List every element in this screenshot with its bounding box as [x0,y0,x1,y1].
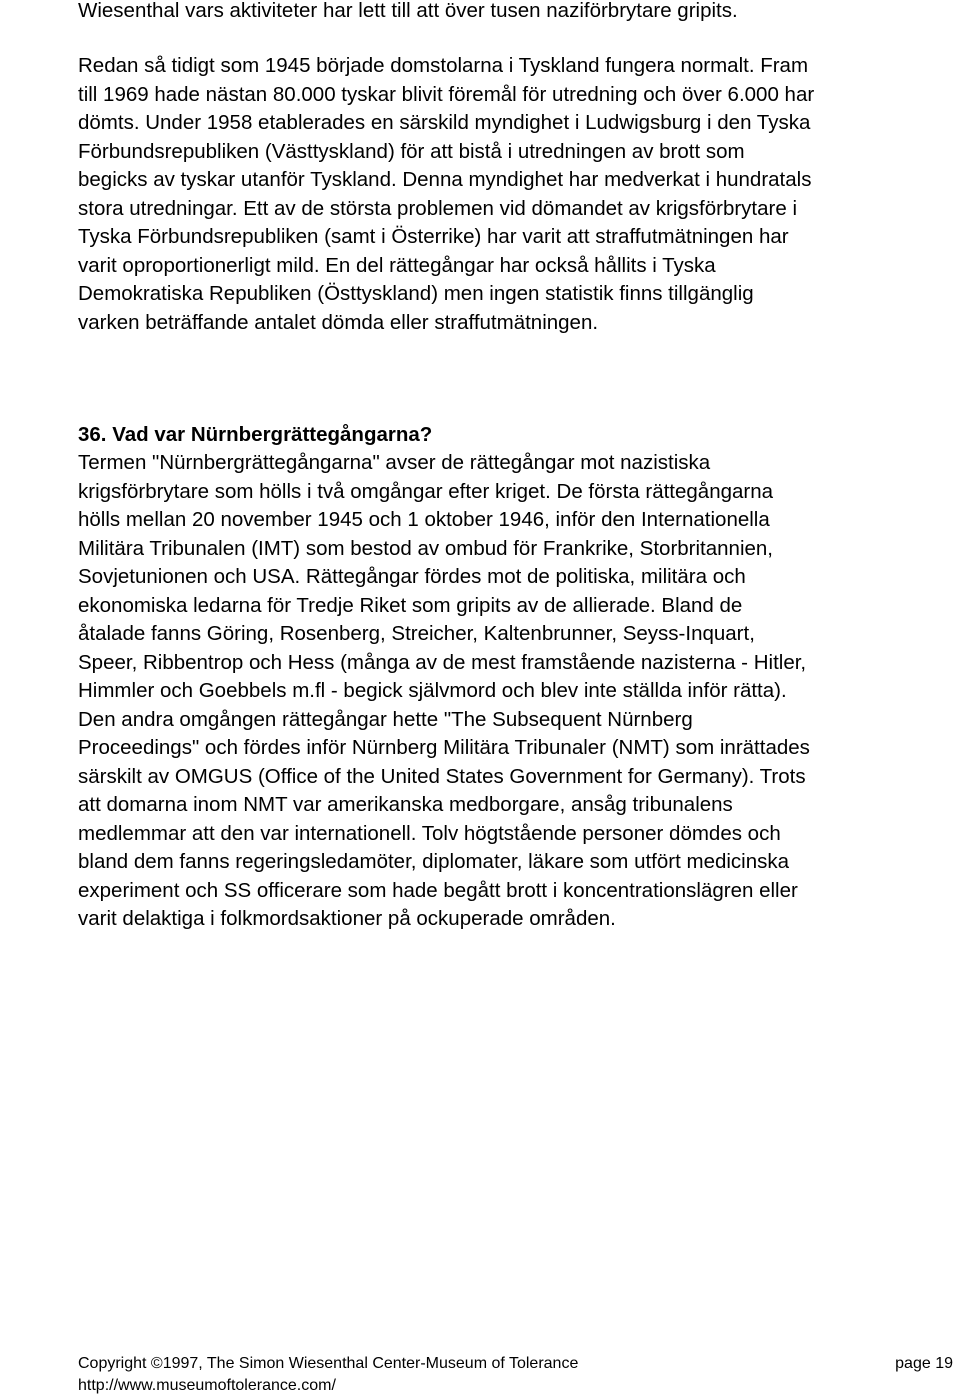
paragraph-line: Den andra omgången rättegångar hette "The Subsequent Nürnberg [78,707,693,731]
paragraph-line: Demokratiska Republiken (Östtyskland) men ingen statistik finns tillgänglig [78,282,754,305]
paragraph-line: varit delaktiga i folkmordsaktioner på ockuperade områden. [78,907,616,930]
paragraph-line: Förbundsrepubliken (Västtyskland) för att bistå i utredningen av brott som [78,139,745,163]
footer-copyright: Copyright ©1997, The Simon Wiesenthal Center-Museum of Tolerance [78,1355,579,1372]
paragraph-line: särskilt av OMGUS (Office of the United States Government for Germany). Trots [78,764,806,788]
paragraph-line: Tyska Förbundsrepubliken (samt i Österrike) har varit att straffutmätningen har [78,225,789,248]
paragraph-line: Sovjetunionen och USA. Rättegångar fördes mot de politiska, militära och [78,565,746,588]
paragraph-line: Militära Tribunalen (IMT) som bestod av ombud för Frankrike, Storbritannien, [78,536,773,560]
paragraph-line: Himmler och Goebbels m.fl - begick självmord och blev inte ställda inför rätta). [78,679,787,702]
paragraph-line: bland dem fanns regeringsledamöter, diplomater, läkare som utfört medicinska [78,850,790,873]
paragraph-line: Wiesenthal vars aktiviteter har lett till att över tusen naziförbrytare gripits. [78,0,738,22]
paragraph-line: Termen "Nürnbergrättegångarna" avser de rättegångar mot nazistiska [78,451,711,474]
paragraph-line: till 1969 hade nästan 80.000 tyskar blivit föremål för utredning och över 6.000 har [78,82,815,106]
paragraph-line: att domarna inom NMT var amerikanska medborgare, ansåg tribunalens [78,793,733,816]
paragraph-line: Speer, Ribbentrop och Hess (många av de mest framstående nazisterna - Hitler, [78,650,807,674]
page-number: page 19 [895,1355,953,1372]
postwar-trials-paragraph [78,52,958,337]
paragraph-line: dömts. Under 1958 etablerades en särskild myndighet i Ludwigsburg i den Tyska [78,111,811,134]
paragraph-line: stora utredningar. Ett av de största problemen vid dömandet av krigsförbrytare i [78,196,798,220]
intro-paragraph [78,0,958,26]
paragraph-line: åtalade fanns Göring, Rosenberg, Streicher, Kaltenbrunner, Seyss-Inquart, [78,622,755,645]
nurnberg-trials-paragraph [78,449,958,934]
paragraph-line: experiment och SS officerare som hade begått brott i koncentrationslägren eller [78,878,798,902]
paragraph-line: varken beträffande antalet dömda eller straffutmätningen. [78,310,599,334]
paragraph-line: medlemmar att den var internationell. Tolv högtstående personer dömdes och [78,821,781,845]
paragraph-line: Proceedings" och fördes inför Nürnberg Militära Tribunaler (NMT) som inrättades [78,736,810,759]
footer-url: http://www.museumoftolerance.com/ [78,1377,336,1394]
paragraph-line: krigsförbrytare som hölls i två omgångar efter kriget. De första rättegångarna [78,479,774,503]
paragraph-line: varit oproportionerligt mild. En del rättegångar har också hållits i Tyska [78,253,716,277]
paragraph-line: ekonomiska ledarna för Tredje Riket som gripits av de allierade. Bland de [78,593,743,617]
paragraph-line: hölls mellan 20 november 1945 och 1 oktober 1946, inför den Internationella [78,508,770,531]
question-36-heading: 36. Vad var Nürnbergrättegångarna? [78,423,433,446]
paragraph-line: Redan så tidigt som 1945 började domstolarna i Tyskland fungera normalt. Fram [78,54,809,77]
paragraph-line: begicks av tyskar utanför Tyskland. Denna myndighet har medverkat i hundratals [78,168,812,191]
